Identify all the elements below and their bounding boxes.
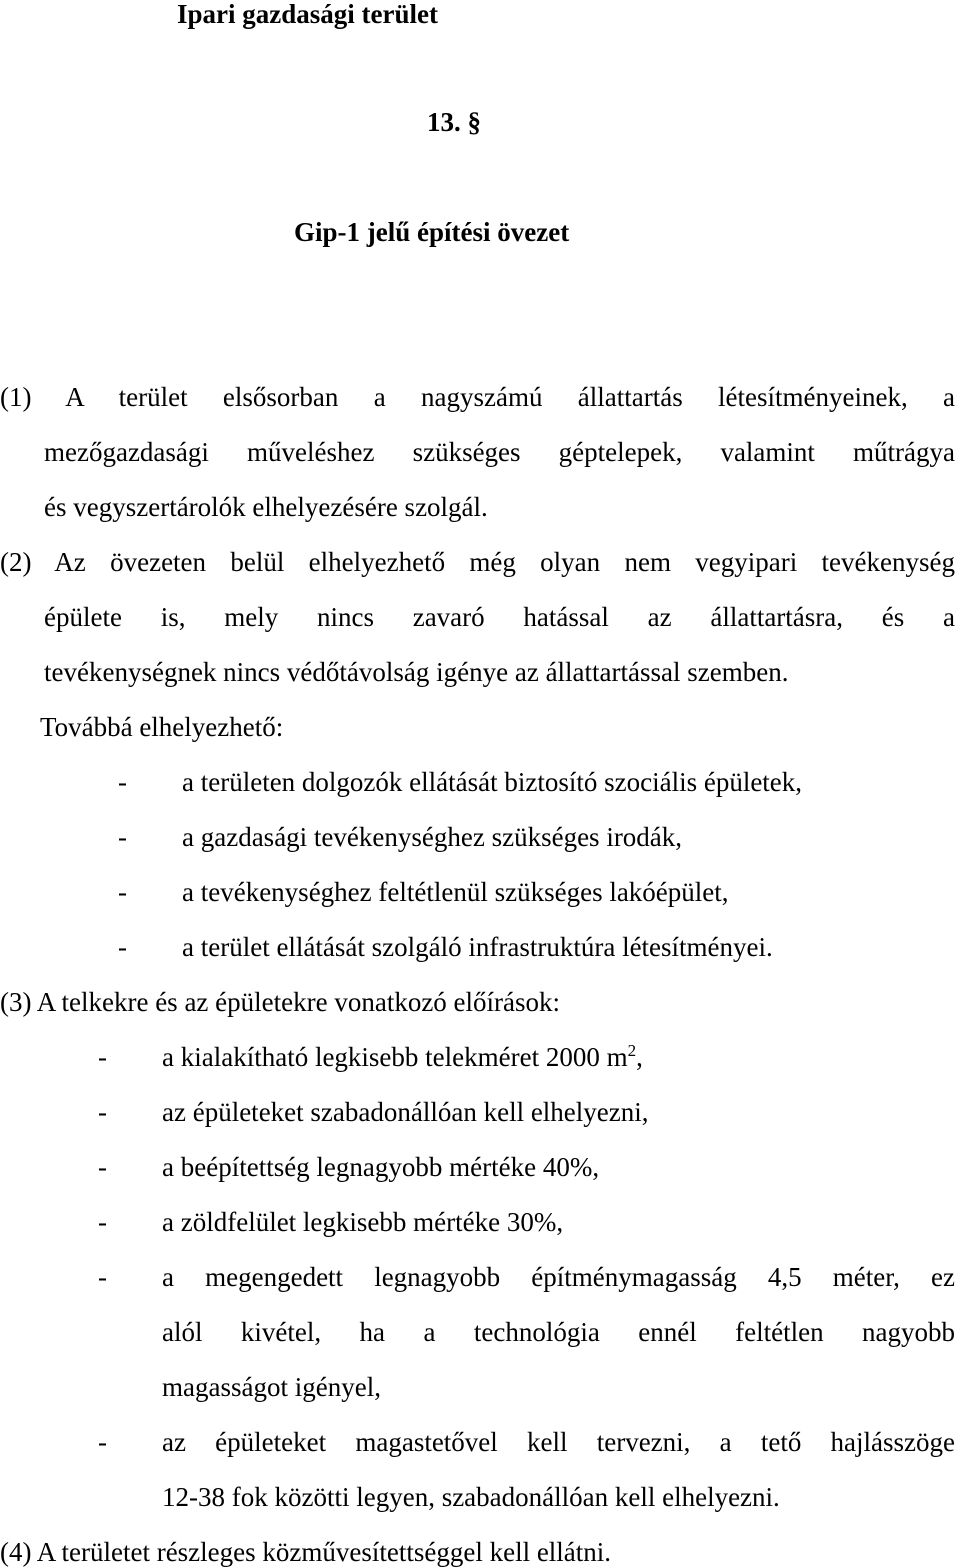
title-text: Ipari gazdasági terület <box>177 0 438 29</box>
paragraph-2-intro: Továbbá elhelyezhető: <box>40 712 284 742</box>
paragraph-1-line-2 <box>44 436 955 468</box>
section-subtitle: Gip-1 jelű építési övezet <box>294 217 570 247</box>
list-dash: - <box>98 1042 107 1072</box>
list-item-height-line-2 <box>162 1316 955 1348</box>
height-line1-text: a megengedett legnagyobb építménymagasság 4,5 méter, ez <box>162 1262 955 1292</box>
paragraph-4: (4) A területet részleges közművesítettséggel kell ellátni. <box>0 1537 612 1567</box>
list-item: a beépítettség legnagyobb mértéke 40%, <box>162 1152 600 1182</box>
list-dash: - <box>118 932 127 962</box>
list-dash: - <box>98 1427 107 1457</box>
p1-line1-text: (1) A terület elsősorban a nagyszámú állattartás létesítményeinek, a <box>0 382 955 412</box>
lot-size-text: a kialakítható legkisebb telekméret 2000 m <box>162 1042 628 1072</box>
list-dash: - <box>118 767 127 797</box>
list-item: a terület ellátását szolgáló infrastruktúra létesítményei. <box>182 932 773 962</box>
p1-line2-text: mezőgazdasági műveléshez szükséges géptelepek, valamint műtrágya <box>44 437 955 467</box>
paragraph-1-line-3: és vegyszertárolók elhelyezésére szolgál. <box>44 492 488 522</box>
p2-line2-text: épülete is, mely nincs zavaró hatással az állattartásra, és a <box>44 602 955 632</box>
lot-size-tail: , <box>636 1042 643 1072</box>
p2-line1-text: (2) Az övezeten belül elhelyezhető még olyan nem vegyipari tevékenység <box>0 547 955 577</box>
list-item-lot-size <box>162 1041 643 1073</box>
superscript-2: 2 <box>627 1041 637 1060</box>
roof-line1-text: az épületeket magastetővel kell tervezni, a tető hajlásszöge <box>162 1427 955 1457</box>
list-item-height-line-1 <box>162 1261 955 1293</box>
paragraph-2-line-2 <box>44 601 955 633</box>
list-dash: - <box>98 1152 107 1182</box>
height-line2-text: alól kivétel, ha a technológia ennél feltétlen nagyobb <box>162 1317 955 1347</box>
list-item: a gazdasági tevékenységhez szükséges irodák, <box>182 822 683 852</box>
list-dash: - <box>118 822 127 852</box>
list-item-height-line-3: magasságot igényel, <box>162 1372 381 1402</box>
list-dash: - <box>98 1097 107 1127</box>
paragraph-3-intro: (3) A telkekre és az épületekre vonatkozó előírások: <box>0 987 561 1017</box>
list-item-roof-line-1 <box>162 1426 955 1458</box>
list-item: a területen dolgozók ellátását biztosító szociális épületek, <box>182 767 803 797</box>
section-number: 13. § <box>427 107 481 137</box>
list-dash: - <box>118 877 127 907</box>
list-item-roof-line-2: 12-38 fok közötti legyen, szabadonállóan kell elhelyezni. <box>162 1482 780 1512</box>
paragraph-2-line-3: tevékenységnek nincs védőtávolság igénye az állattartással szemben. <box>44 657 789 687</box>
paragraph-1-line-1 <box>0 381 955 413</box>
list-item: a tevékenységhez feltétlenül szükséges lakóépület, <box>182 877 729 907</box>
list-item: az épületeket szabadonállóan kell elhelyezni, <box>162 1097 649 1127</box>
list-item: a zöldfelület legkisebb mértéke 30%, <box>162 1207 564 1237</box>
list-dash: - <box>98 1262 107 1292</box>
list-dash: - <box>98 1207 107 1237</box>
paragraph-2-line-1 <box>0 546 955 578</box>
document-title <box>0 0 960 30</box>
